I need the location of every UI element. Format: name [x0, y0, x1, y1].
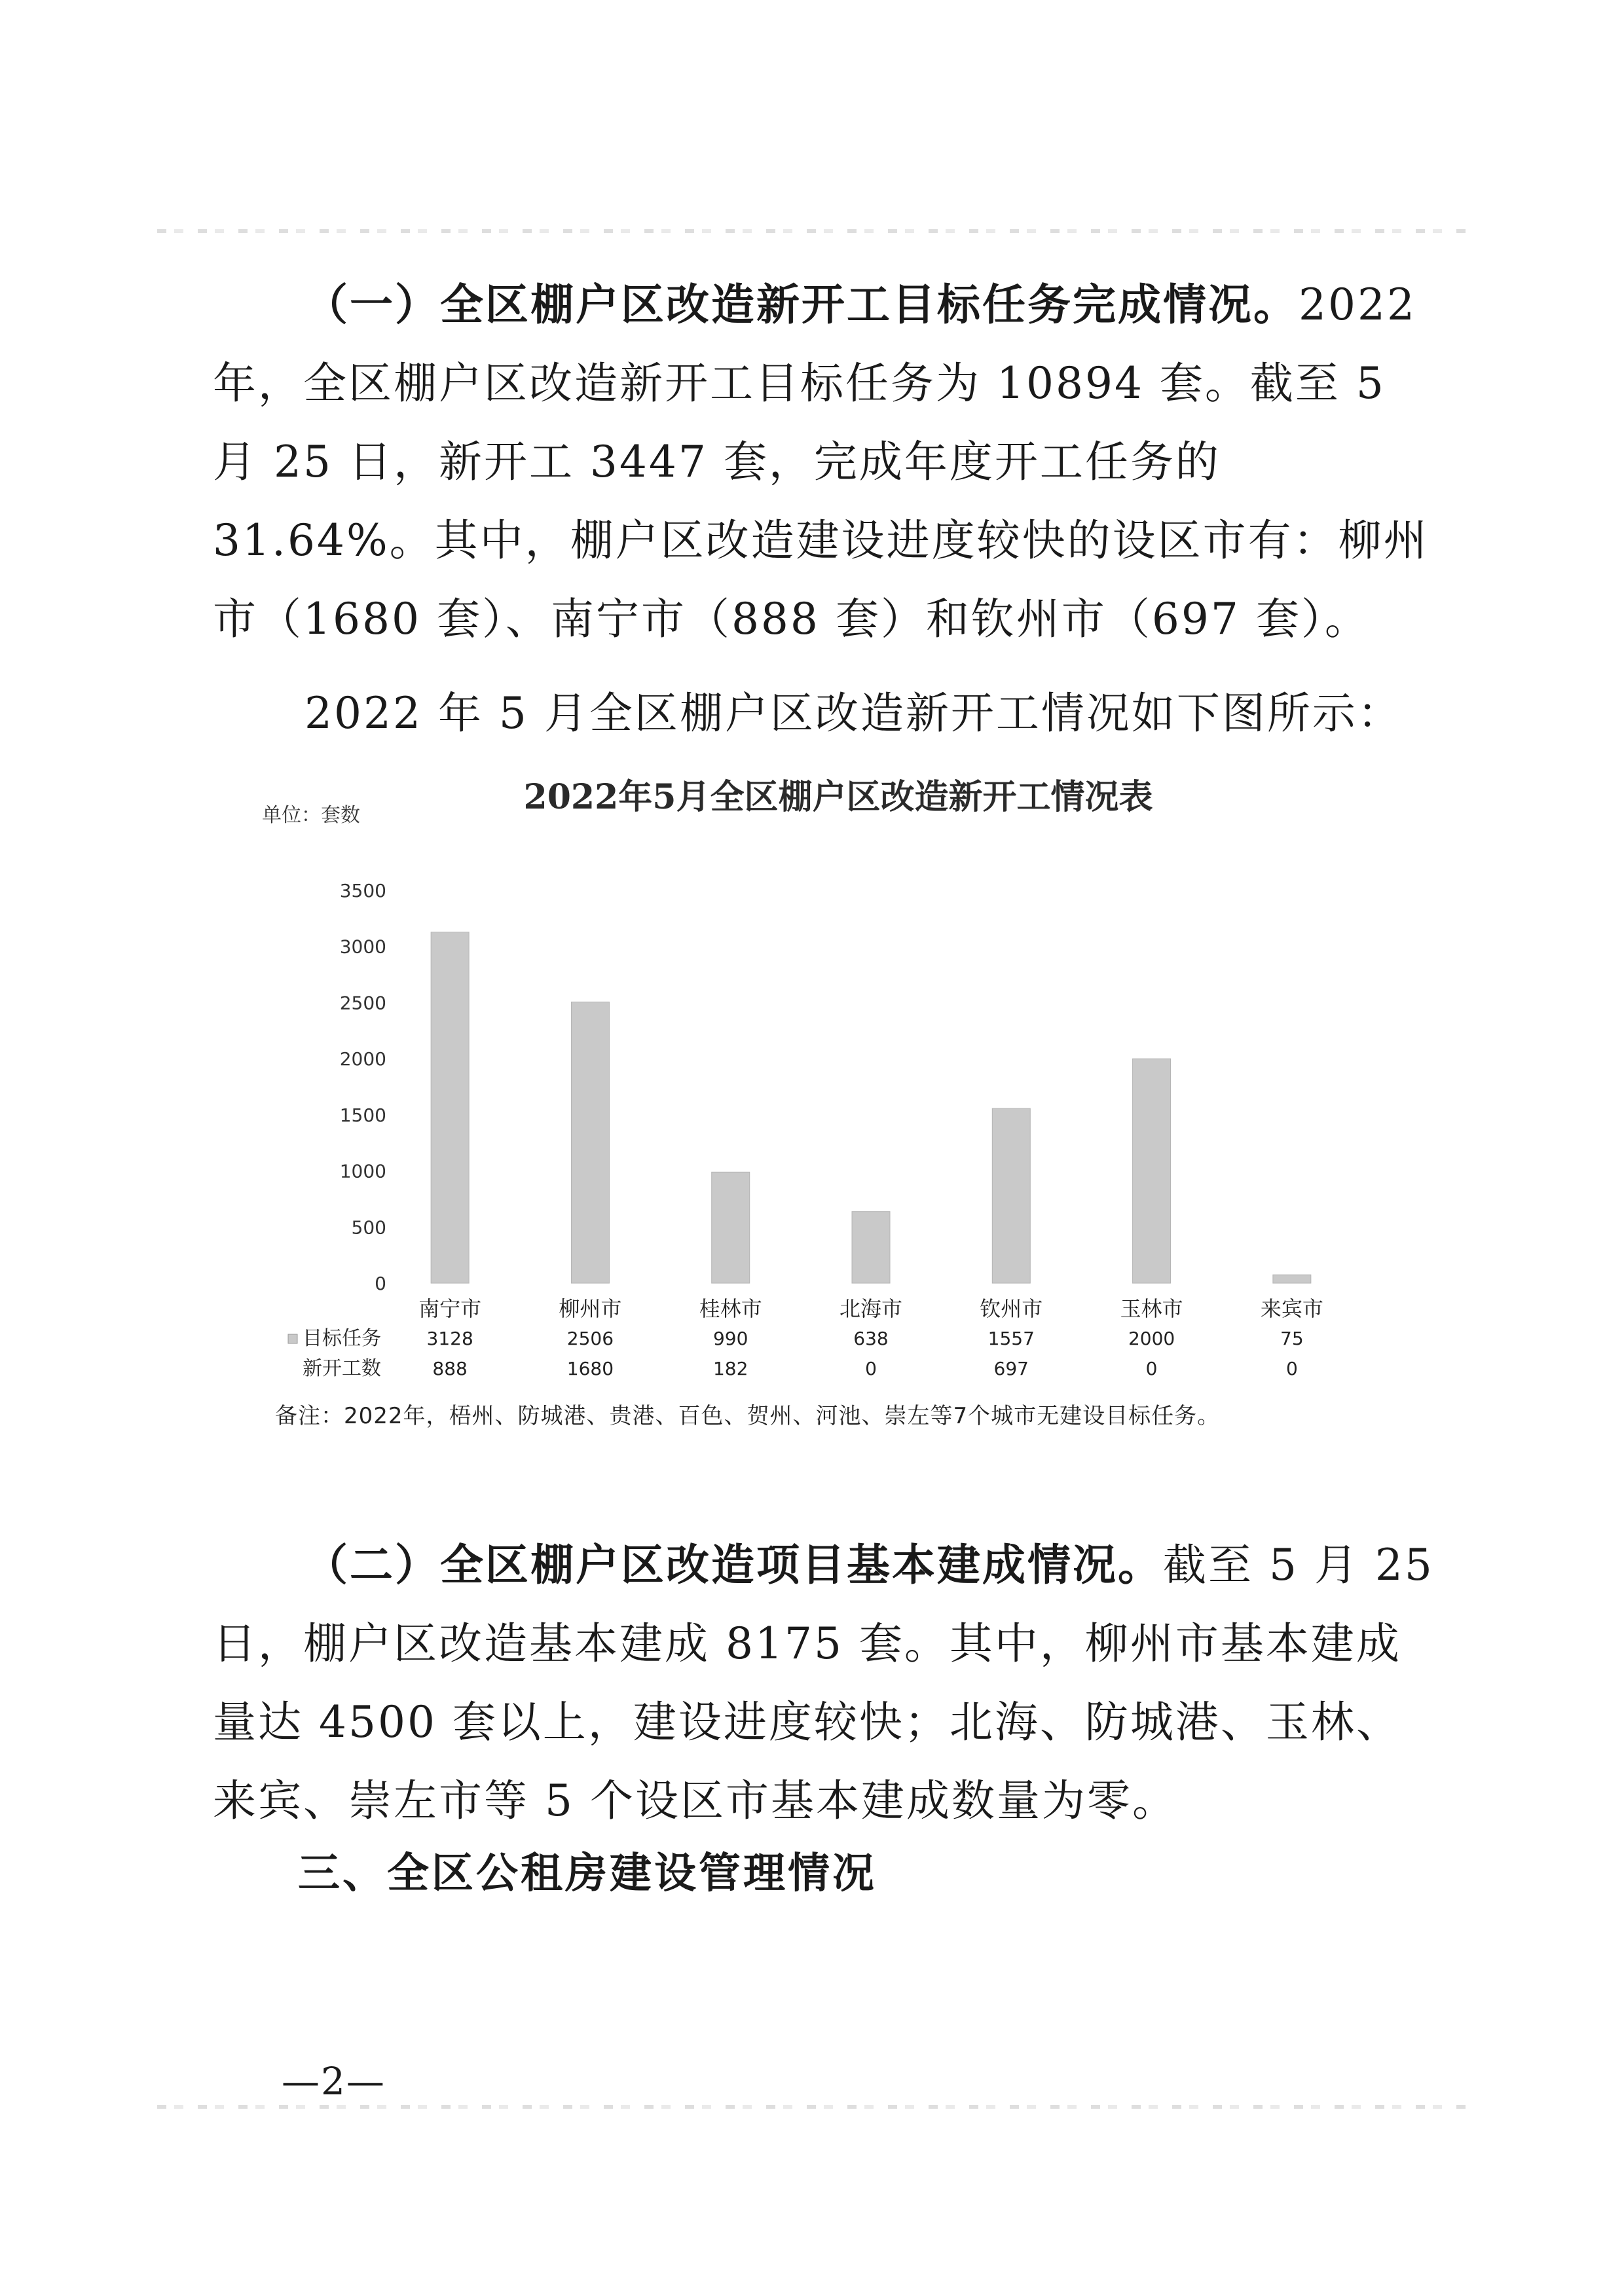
scan-artifact-top [157, 229, 1467, 233]
bar-0 [431, 932, 469, 1283]
section1-body: 2022 年，全区棚户区改造新开工目标任务为 10894 套。截至 5 月 25 日，新开工 3447 套，完成年度开工任务的 31.64%。其中，棚户区改造建设进度较快的设区市有：柳州市（1680 套）、南宁市（888 套）和钦州市（697 套）。 [213, 280, 1429, 644]
target-value-label: 990 [712, 1328, 748, 1349]
y-tick-label: 500 [351, 1216, 386, 1239]
data-table [288, 1327, 1304, 1380]
y-tick-label: 3500 [339, 880, 386, 902]
target-value-label: 3128 [426, 1328, 473, 1349]
bar-chart [249, 759, 1375, 1388]
x-category-label: 南宁市 [418, 1296, 482, 1321]
new-starts-value-label: 0 [1285, 1358, 1298, 1379]
x-category-label: 玉林市 [1120, 1296, 1183, 1321]
x-category-label: 柳州市 [559, 1296, 622, 1321]
series-name-target: 目标任务 [303, 1327, 381, 1350]
x-category-label: 桂林市 [699, 1296, 762, 1321]
new-starts-value-label: 182 [712, 1358, 748, 1379]
scan-artifact-bottom [157, 2105, 1467, 2109]
section2-body: 截至 5 月 25 日，棚户区改造基本建成 8175 套。其中，柳州市基本建成量达 4500 套以上，建设进度较快；北海、防城港、玉林、来宾、崇左市等 5 个设区市基本建成数量为零。 [213, 1540, 1434, 1826]
chart-title: 2022年5月全区棚户区改造新开工情况表 [523, 777, 1153, 817]
new-starts-value-label: 0 [865, 1358, 877, 1379]
bar-5 [1133, 1059, 1171, 1283]
target-value-label: 2000 [1128, 1328, 1175, 1349]
page-number: —2— [282, 2059, 386, 2104]
new-starts-value-label: 1680 [566, 1358, 614, 1379]
x-axis-labels [418, 1296, 1323, 1321]
y-tick-label: 2500 [339, 992, 386, 1014]
bar-4 [992, 1108, 1030, 1283]
y-tick-label: 1500 [339, 1104, 386, 1126]
new-starts-value-label: 0 [1145, 1358, 1158, 1379]
section2-lead: （二）全区棚户区改造项目基本建成情况。 [304, 1539, 1163, 1590]
bars [431, 932, 1311, 1283]
x-category-label: 钦州市 [980, 1296, 1043, 1321]
bar-3 [852, 1212, 890, 1283]
x-category-label: 来宾市 [1260, 1296, 1323, 1321]
y-tick-label: 0 [375, 1273, 386, 1294]
bar-2 [712, 1172, 750, 1283]
y-tick-label: 3000 [339, 936, 386, 958]
y-tick-label: 2000 [339, 1048, 386, 1070]
y-tick-label: 1000 [339, 1160, 386, 1182]
chart-unit-label: 单位：套数 [262, 804, 360, 827]
new-starts-value-label: 888 [432, 1358, 468, 1379]
section2-paragraph [213, 1525, 1444, 1840]
legend-swatch-target [288, 1334, 297, 1343]
section3-heading: 三、全区公租房建设管理情况 [298, 1850, 877, 1898]
series-name-new-starts: 新开工数 [303, 1357, 381, 1380]
target-value-label: 75 [1280, 1328, 1304, 1349]
bar-6 [1273, 1275, 1311, 1283]
section1-lead: （一）全区棚户区改造新开工目标任务完成情况。 [304, 279, 1299, 330]
chart-footnote: 备注：2022年，梧州、防城港、贵港、百色、贺州、河池、崇左等7个城市无建设目标任务。 [275, 1403, 1221, 1429]
bar-1 [571, 1002, 609, 1283]
new-starts-value-label: 697 [993, 1358, 1029, 1379]
chart-intro: 2022 年 5 月全区棚户区改造新开工情况如下图所示： [304, 688, 1403, 738]
section1-paragraph [213, 265, 1444, 659]
target-value-label: 1557 [987, 1328, 1035, 1349]
y-axis [340, 880, 386, 1294]
x-category-label: 北海市 [839, 1296, 903, 1321]
target-value-label: 638 [853, 1328, 889, 1349]
target-value-label: 2506 [566, 1328, 614, 1349]
